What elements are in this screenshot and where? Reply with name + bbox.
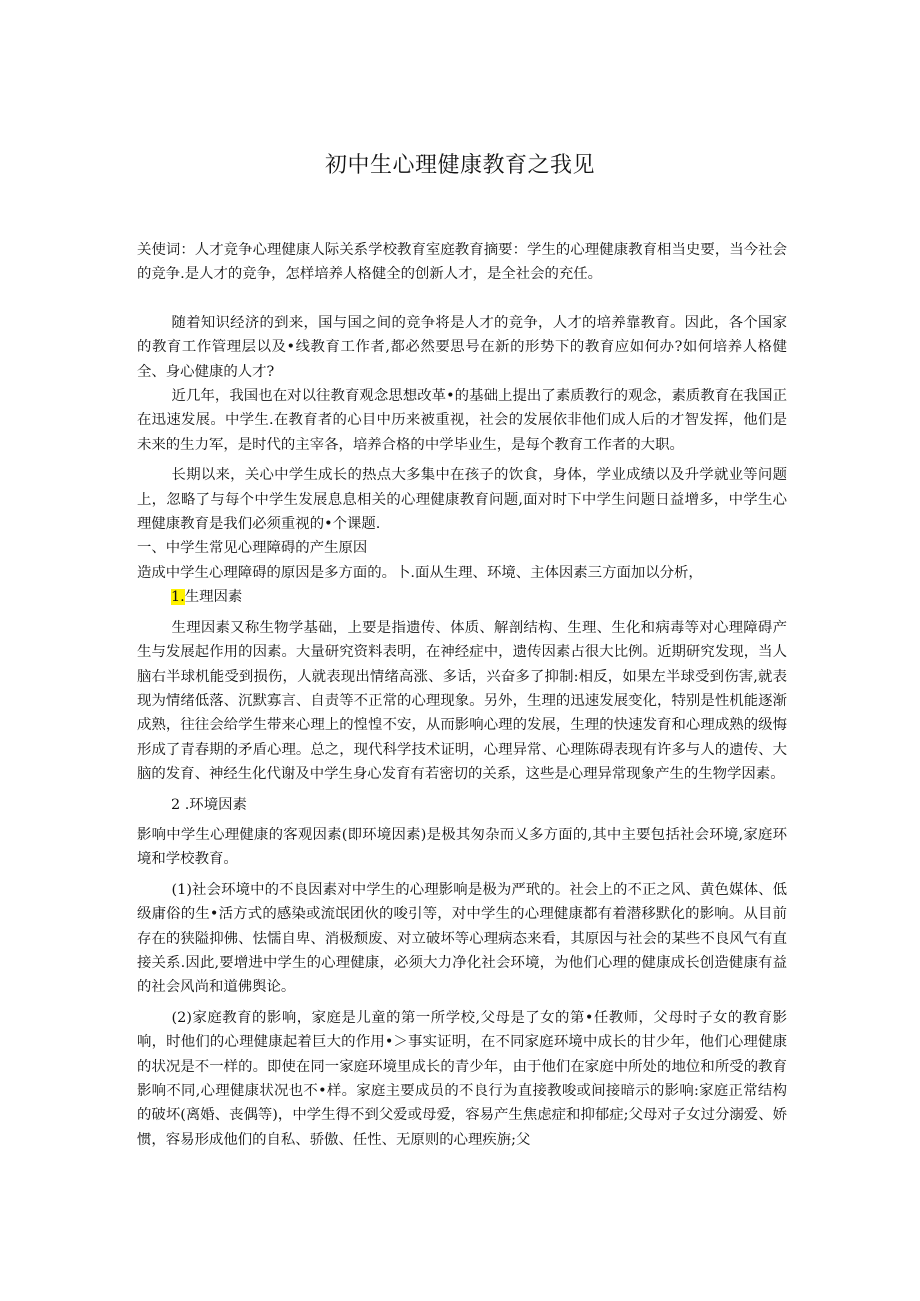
document-title: 初中生心理健康教育之我见 [324,153,595,178]
highlight-number: 1. [171,589,185,606]
paragraph-social-environment: (1)社会环境中的不良因素对中学生的心理影响是极为严玳的。社会上的不正之风、黄色媒体、低级庸俗的生•活方式的感染或流氓团伙的唆引等，对中学生的心理健康都有着潜移默化的影响。从目前存在的狭隘抑佛、怯懦自卑、消极颓废、对立破坏等心理病态来看，其原因与社会的某些不良风气有直接关系.因此,要增进中学生的心理健康，必须大力净化社会环境，为他们心理的健康成长创造健康有益的社会风尚和道佛舆论。 [137,881,787,996]
paragraph-quality-education: 近几年，我国也在对以往教育观念思想改革•的基础上提出了素质教行的观念，素质教育在我国正在迅速发展。中学生.在教育者的心目中历来被重视，社会的发展依非他们成人后的才智发挥，他们是未来的生力军，是时代的主宰各，培养合格的中学毕业生，是每个教育工作者的大职。 [137,388,787,453]
subheading-physiological-text: 生理因素 [184,589,243,606]
paragraph-physiological: 生理因素又称生物学基础，上要是指遗传、体质、解剖结构、生理、生化和病毒等对心理障碍产生与发展起作用的因素。大量研究资料表明，在神经症中，遗传因素占很大比例。近期研究发现，当人脑右半球机能受到损伤，人就表现出情绪高涨、多话，兴奋多了抑制:相反，如果左半球受到伤害,就表现为情绪低落、沉默寡言、自责等不正常的心理现象。另外，生理的迅速发展变化，特别是性机能逐渐成熟，往往会给学生带来心理上的惶惶不安，从而影响心理的发展，生理的快速发育和心理成熟的级悔形成了青春期的矛盾心理。总之，现代科学技术证明，心理异常、心理陈碍表现有许多与人的遗传、大脑的发育、神经生化代谢及中学生身心发育有若密切的关系，这些是心理异常现象产生的生物学因素。 [137,619,787,783]
keywords-abstract: 关使词：人才竞争心理健康人际关系学校教育室庭教育摘要：学生的心理健康教育相当史要，当今社会的竞争.是人才的竞争，怎样培养人格健全的创新人才，是全社会的充任。 [137,242,787,283]
subheading-environment: 2 .环境因素 [171,796,247,813]
section-heading-causes: 一、中学生常见心理障碍的产生原因 [137,540,368,557]
document-body [137,238,787,1152]
paragraph-intro: 随着知识经济的到来，国与国之间的竞争将是人才的竞争，人才的培养靠教育。因此，各个国家的教育工作管理层以及•线教育工作者,都必然要思号在新的形势下的教育应如何办?如何培养人格健全、身心健康的人才? [137,314,787,380]
paragraph-environment: 影响中学生心理健康的客观因素(即环境因素)是极其匆杂而乂多方面的,其中主要包括社会环境,家庭环境和学校教育。 [137,826,787,868]
paragraph-causes-overview: 造成中学生心理障碍的原因是多方面的。卜.面从生理、环境、主体因素三方面加以分析， [137,564,703,581]
paragraph-long-term: 长期以来，关心中学生成长的热点大多集中在孩子的饮食，身体，学业成绩以及升学就业等问题上，忽略了与每个中学生发展息息相关的心理健康教育问题,面对时下中学生问题日益增多，中学生心理健康教育是我们必须重视的•个课题. [137,467,787,533]
subheading-physiological [137,585,787,609]
paragraph-family-education: (2)家庭教育的影响，家庭是儿童的第一所学校,父母是了女的第•任教师，父母时子女的教育影响，时他们的心理健康起着巨大的作用•＞事实证明，在不同家庭环境中成长的甘少年，他们心理健康的状况是不一样的。即使在同一家庭环境里成长的青少年，由于他们在家庭中所处的地位和所受的教育影响不同,心理健康状况也不•样。家庭主要成员的不良行为直接教唆或间接暗示的影响:家庭正常结构的破坏(离婚、丧偶等)，中学生得不到父爱或母爱，容易产生焦虑症和抑郁症;父母对子女过分溺爱、娇惯，容易形成他们的自私、骄傲、任性、无原则的心理疾旃;父 [137,1009,787,1148]
